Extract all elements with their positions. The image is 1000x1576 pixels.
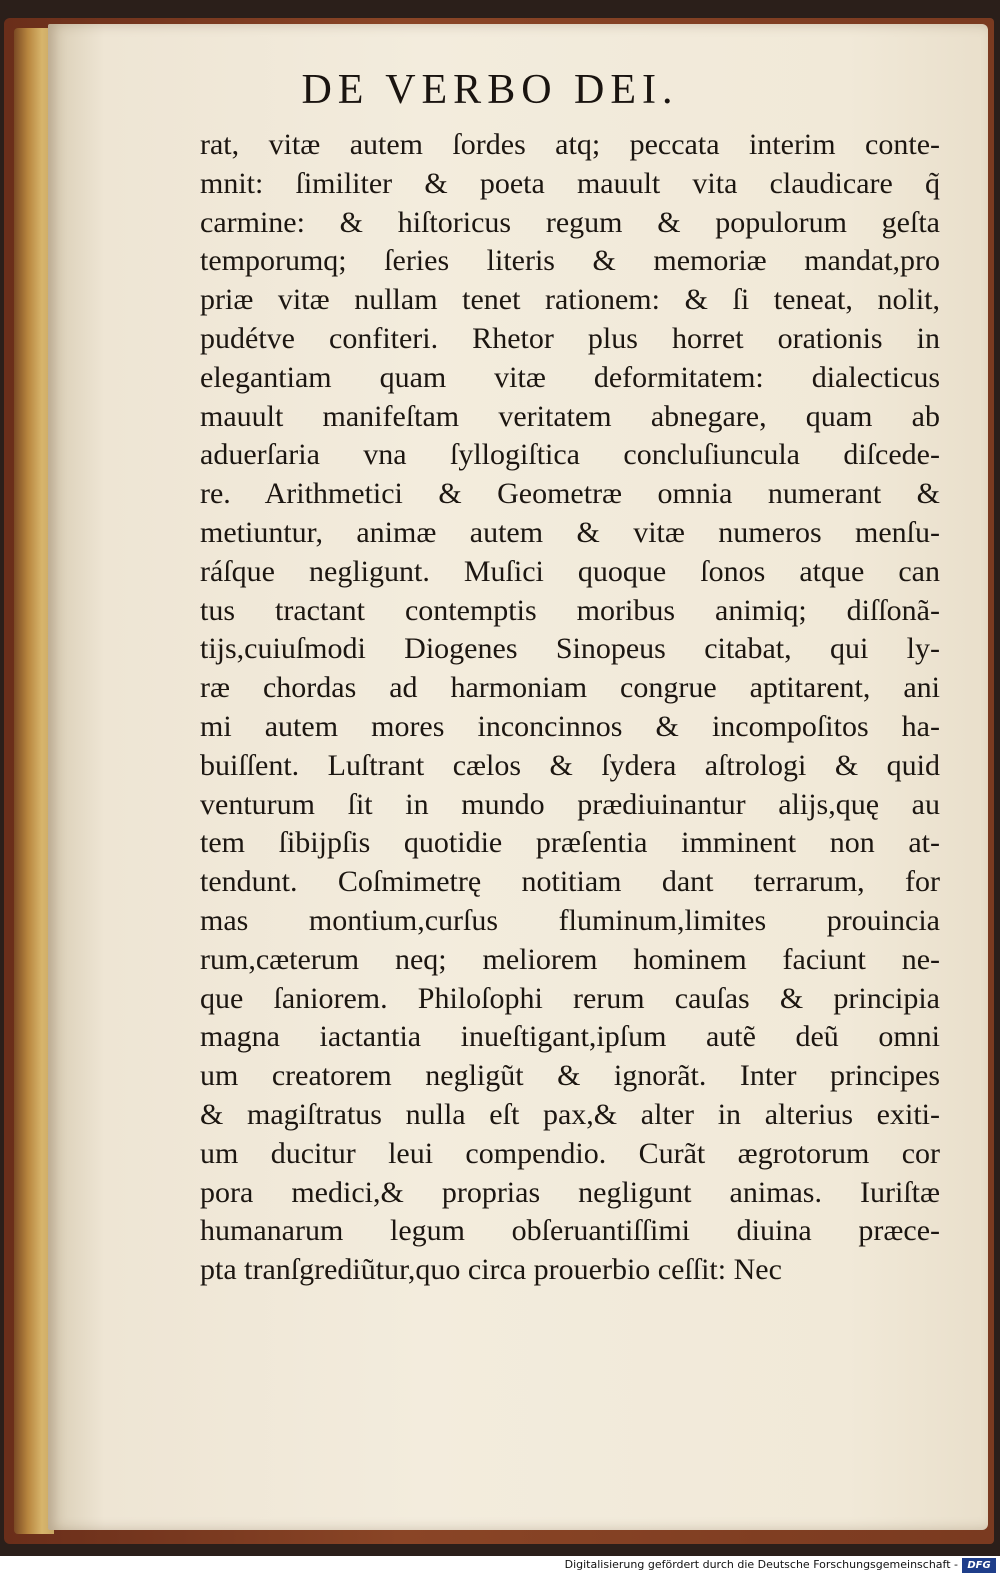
text-line: pta tranſgrediũtur,quo circa prouerbio ceſſit: Nec <box>200 1253 782 1287</box>
text-line: tijs,cuiuſmodi Diogenes Sinopeus citabat, qui ly- <box>200 632 940 666</box>
text-line: rum,cæterum neq; meliorem hominem faciunt ne- <box>200 942 940 976</box>
text-line: magna iactantia inueſtigant,ipſum autẽ deũ omni <box>200 1020 940 1054</box>
text-line: humanarum legum obſeruantiſſimi diuina præce- <box>200 1214 940 1248</box>
text-line: mi autem mores inconcinnos & incompoſitos ha- <box>200 709 940 743</box>
text-line: carmine: & hiſtoricus regum & populorum geſta <box>200 205 940 239</box>
text-line: um creatorem negligũt & ignorãt. Inter principes <box>200 1059 940 1093</box>
text-line: venturum ſit in mundo prædiuinantur alijs,quę au <box>200 787 940 821</box>
text-line: priæ vitæ nullam tenet rationem: & ſi teneat, nolit, <box>200 283 940 317</box>
text-line: mauult manifeſtam veritatem abnegare, quam ab <box>200 399 940 433</box>
text-line: tendunt. Coſmimetrę notitiam dant terrarum, for <box>200 865 940 899</box>
text-line: mas montium,curſus fluminum,limites prouincia <box>200 903 940 937</box>
body-text <box>200 126 940 1290</box>
text-line: ræ chordas ad harmoniam congrue aptitarent, ani <box>200 671 940 705</box>
text-line: buiſſent. Luſtrant cælos & ſydera aſtrologi & quid <box>200 748 940 782</box>
text-line: aduerſaria vna ſyllogiſtica concluſiuncula diſcede- <box>200 438 940 472</box>
text-line: pudétve confiteri. Rhetor plus horret orationis in <box>200 321 940 355</box>
text-line: que ſaniorem. Philoſophi rerum cauſas & principia <box>200 981 940 1015</box>
text-line: metiuntur, animæ autem & vitæ numeros menſu- <box>200 515 940 549</box>
text-line: rat, vitæ autem ſordes atq; peccata interim conte- <box>200 128 940 161</box>
dfg-logo: DFG <box>962 1558 996 1573</box>
digitization-credit: Digitalisierung gefördert durch die Deutsche Forschungsgemeinschaft - <box>564 1558 958 1571</box>
text-line: re. Arithmetici & Geometræ omnia numerant & <box>200 477 940 511</box>
text-line: mnit: ſimiliter & poeta mauult vita claudicare q̃ <box>200 166 940 200</box>
text-line: um ducitur leui compendio. Curãt ægrotorum cor <box>200 1136 940 1170</box>
running-head: DE VERBO DEI. <box>301 67 679 113</box>
text-line: pora medici,& proprias negligunt animas. Iuriſtæ <box>200 1175 940 1209</box>
text-line: & magiſtratus nulla eſt pax,& alter in alterius exiti- <box>200 1097 940 1131</box>
text-line: tus tractant contemptis moribus animiq; diſſonã- <box>200 593 940 627</box>
text-line: elegantiam quam vitæ deformitatem: dialecticus <box>200 360 940 394</box>
text-line: ráſque negligunt. Muſici quoque ſonos atque can <box>200 554 940 588</box>
text-line: temporumq; ſeries literis & memoriæ mandat,pro <box>200 244 940 278</box>
text-line: tem ſibijpſis quotidie præſentia imminent non at- <box>200 826 940 860</box>
